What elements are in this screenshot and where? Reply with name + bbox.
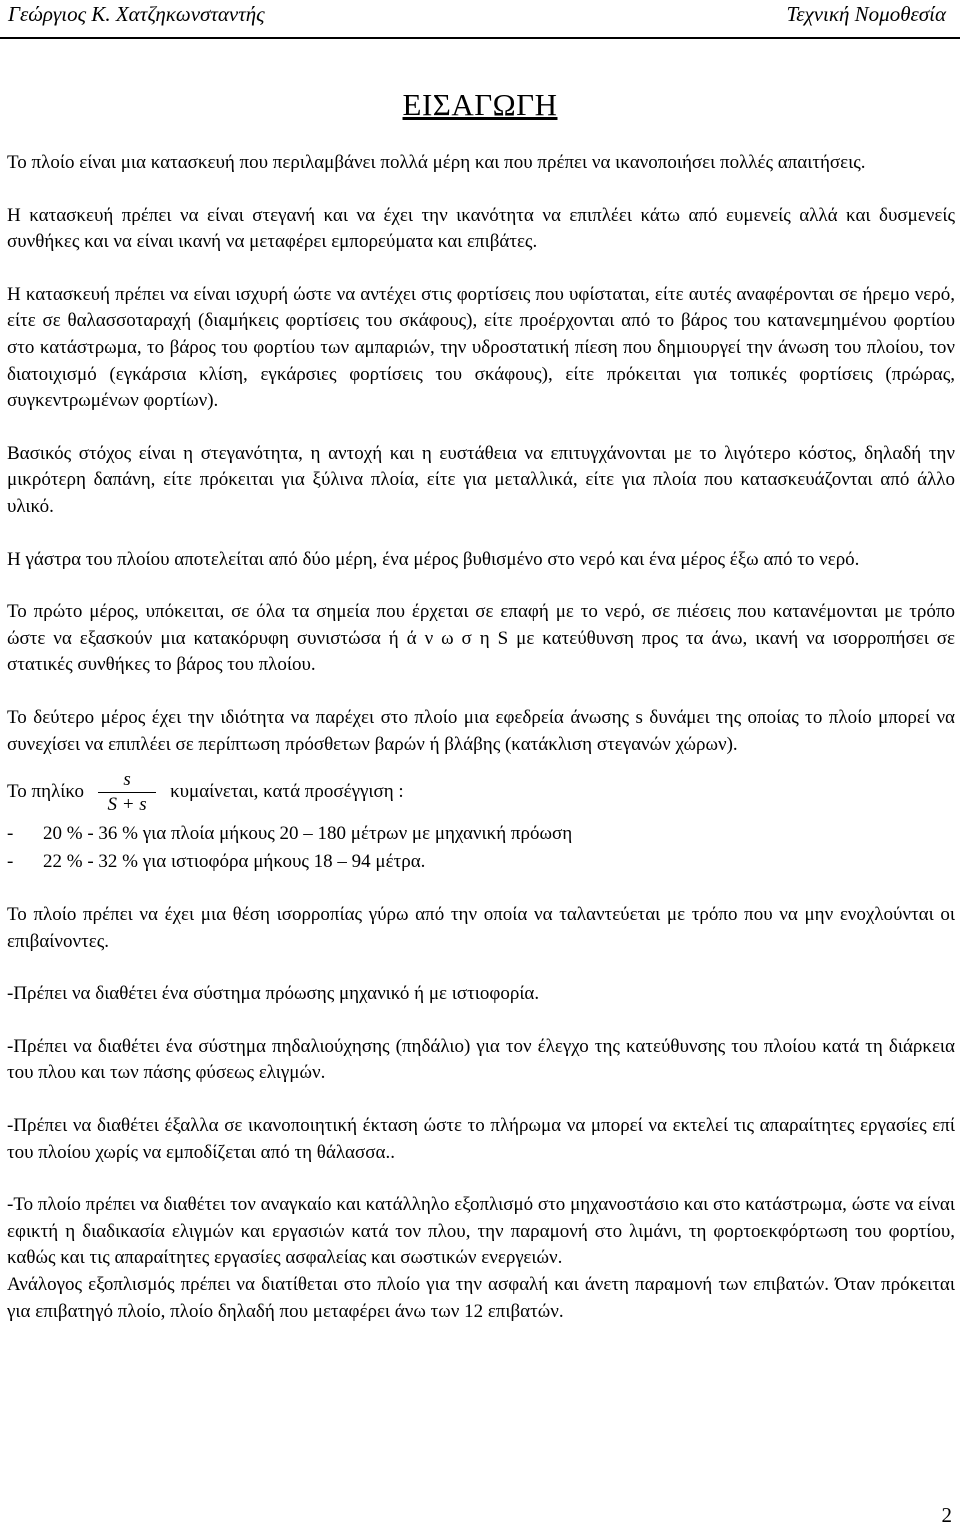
fraction <box>98 768 156 817</box>
list-item-text: 22 % - 32 % για ιστιοφόρα μήκους 18 – 94 μέτρα. <box>43 850 426 872</box>
page-header <box>0 0 960 30</box>
paragraph: -Πρέπει να διαθέτει έξαλλα σε ικανοποιητική έκταση ώστε το πλήρωμα να μπορεί να εκτελεί τις απαραίτητες εργασίες επί του πλοίου χωρίς να εμποδίζεται από τη θάλασσα.. <box>7 1115 955 1163</box>
paragraph: -Το πλοίο πρέπει να διαθέτει τον αναγκαίο και κατάλληλο εξοπλισμό στο μηχανοστάσιο και στο κατάστρωμα, ώστε να είναι εφικτή η διαδικασία ελιγμών και εργασιών κατά τον πλου, την παραμονή στο λιμάνι, τη φορτοεκφόρτωση του φορτίου, καθώς και τις απαραίτητες εργασίες ασφαλείας και σωστικών ενεργειών. <box>7 1194 955 1269</box>
ratio-formula <box>7 766 955 818</box>
paragraph: Το πρώτο μέρος, υπόκειται, σε όλα τα σημεία που έρχεται σε επαφή με το νερό, σε πιέσεις που κατανέμονται με τρόπο ώστε να εξασκούν μια κατακόρυφη συνιστώσα ή ά ν ω σ η S με κατεύθυνση προς τα άνω, ικανή να ισορροπήσει σε στατικές συνθήκες το βάρος του πλοίου. <box>7 601 955 676</box>
list-dash: - <box>7 822 14 844</box>
header-author: Γεώργιος Κ. Χατζηκωνσταντής <box>8 2 265 26</box>
ratio-text: κυμαίνεται, κατά προσέγγιση : <box>170 780 404 802</box>
paragraph: -Πρέπει να διαθέτει ένα σύστημα πρόωσης μηχανικό ή με ιστιοφορία. <box>7 983 540 1005</box>
page-number: 2 <box>941 1503 952 1527</box>
paragraph: Ανάλογος εξοπλισμός πρέπει να διατίθεται στο πλοίο για την ασφαλή και άνετη παραμονή των επιβατών. Όταν πρόκειται για επιβατηγό πλοίο, πλοίο δηλαδή που μεταφέρει άνω των 12 επιβατών. <box>7 1274 955 1322</box>
paragraph: Η γάστρα του πλοίου αποτελείται από δύο μέρη, ένα μέρος βυθισμένο στο νερό και ένα μέρος έξω από το νερό. <box>7 548 860 570</box>
fraction-numerator: s <box>123 768 131 790</box>
header-divider <box>0 37 960 39</box>
paragraph: Το πλοίο πρέπει να έχει μια θέση ισορροπίας γύρω από την οποία να ταλαντεύεται με τρόπο που να μην ενοχλούνται οι επιβαίνοντες. <box>7 904 955 952</box>
list-item <box>7 820 955 848</box>
page-title: ΕΙΣΑΓΩΓΗ <box>402 87 558 122</box>
paragraph: Το πλοίο είναι μια κατασκευή που περιλαμβάνει πολλά μέρη και που πρέπει να ικανοποιήσει πολλές απαιτήσεις. <box>7 152 866 173</box>
paragraph: Η κατασκευή πρέπει να είναι στεγανή και να έχει την ικανότητα να επιπλέει κάτω από ευμενείς αλλά και δυσμενείς συνθήκες και να είναι ικανή να μεταφέρει εμπορεύματα και επιβάτες. <box>7 204 955 253</box>
list-dash: - <box>7 850 14 872</box>
ratio-label: Το πηλίκο <box>7 780 85 802</box>
fraction-denominator: S + s <box>107 793 147 815</box>
paragraph: -Πρέπει να διαθέτει ένα σύστημα πηδαλιούχησης (πηδάλιο) για τον έλεγχο της κατεύθυνσης του πλοίου κατά τη διάρκεια του πλου και των πάσης φύσεως ελιγμών. <box>7 1035 955 1084</box>
list-item <box>7 848 955 876</box>
list-item-text: 20 % - 36 % για πλοία μήκους 20 – 180 μέτρων με μηχανική πρόωση <box>43 822 573 844</box>
ratio-ranges <box>7 820 955 876</box>
paragraph: Βασικός στόχος είναι η στεγανότητα, η αντοχή και η ευστάθεια να επιτυγχάνονται με το λιγότερο κόστος, δηλαδή την μικρότερη δαπάνη, είτε πρόκειται για ξύλινα πλοία, είτε για μεταλλικά, είτε για πλοία που κατασκευάζονται από άλλο υλικό. <box>7 442 955 517</box>
paragraph: Το δεύτερο μέρος έχει την ιδιότητα να παρέχει στο πλοίο μια εφεδρεία άνωσης s δυνάμει της οποίας το πλοίο μπορεί να συνεχίσει να επιπλέει σε περίπτωση πρόσθετων βαρών ή βλάβης (κατάκλιση στεγανών χώρων). <box>7 706 955 755</box>
header-subject: Τεχνική Νομοθεσία <box>786 2 946 26</box>
paragraph: Η κατασκευή πρέπει να είναι ισχυρή ώστε να αντέχει στις φορτίσεις που υφίσταται, είτε αυτές αναφέρονται σε ήρεμο νερό, είτε σε θαλασσοταραχή (διαμήκεις φορτίσεις του σκάφους), είτε προέρχονται από το βάρος του κατανεμημένου φορτίου στο κατάστρωμα, το βάρος του φορτίου των αμπαριών, την υδροστατική πίεση που δημιουργεί την άνωση του πλοίου, τον διατοιχισμό (εγκάρσια κλίση, εγκάρσιες φορτίσεις του σκάφους), είτε πρόκειται για τοπικές φορτίσεις (πρώρας, συγκεντρωμένων φορτίων). <box>7 283 955 412</box>
document-body <box>7 150 955 1325</box>
